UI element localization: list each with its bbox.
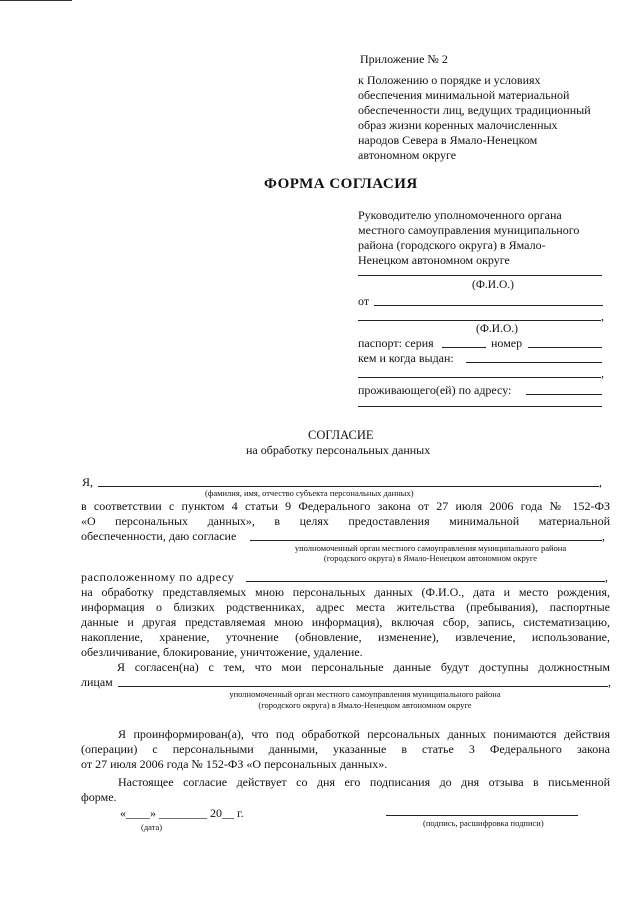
address-line-2 <box>358 406 602 407</box>
informed-line-3: от 27 июля 2006 года № 152-ФЗ «О персональных данных». <box>81 757 388 771</box>
consent-heading: СОГЛАСИЕ <box>308 428 374 442</box>
organ-caption-1: уполномоченный орган местного самоуправления муниципального района <box>294 543 567 553</box>
para-line-3: данные и другая представляемая мною информация), включая сбор, запись, систематизацию, <box>81 615 610 629</box>
addressee-line-1: Руководителю уполномоченного органа <box>358 208 562 222</box>
appendix-line-5: народов Севера в Ямало-Ненецком <box>358 133 538 147</box>
organ-caption-3: уполномоченный орган местного самоуправления муниципального района <box>229 689 501 699</box>
passport-series-line <box>442 347 486 348</box>
validity-last: форме. <box>81 790 117 804</box>
comma: , <box>602 529 605 543</box>
passport-number-line <box>528 347 602 348</box>
organ-line-2 <box>118 686 608 687</box>
appendix-line-6: автономном округе <box>358 148 457 162</box>
comma: , <box>605 570 608 584</box>
passport-series-label: паспорт: серия <box>358 336 434 350</box>
comma: , <box>608 675 611 689</box>
organ-line-1 <box>250 540 602 541</box>
law-line-1: в соответствии с пунктом 4 статьи 9 Федерального закона от 27 июля 2006 года № 152-ФЗ <box>81 499 610 513</box>
signature-line <box>386 815 578 816</box>
from-line <box>374 305 603 306</box>
informed-line-1: Я проинформирован(а), что под обработкой персональных данных понимаются действия <box>118 727 610 741</box>
date-field: «____» ________ 20__ г. <box>120 806 244 820</box>
issued-line-2 <box>358 377 601 378</box>
address-line <box>526 394 602 395</box>
from-line-2 <box>358 320 601 321</box>
addressee-line-2: местного самоуправления муниципального <box>358 223 580 237</box>
passport-number-label: номер <box>491 336 523 350</box>
scan-edge-line <box>0 0 72 1</box>
subject-name-line <box>98 486 599 487</box>
appendix-line-4: образ жизни коренных малочисленных <box>358 118 558 132</box>
i-label: Я, <box>82 475 94 489</box>
persons-label: лицам <box>81 675 113 689</box>
address-label: проживающего(ей) по адресу: <box>358 383 512 397</box>
para-line-5: обезличивание, блокирование, уничтожение, удаление. <box>81 645 363 659</box>
consent-subheading: на обработку персональных данных <box>246 443 431 457</box>
organ-caption-2: (городского округа) в Ямало-Ненецком автономном округе <box>323 553 538 563</box>
comma: , <box>599 475 602 489</box>
from-label: от <box>358 294 370 308</box>
comma: , <box>601 309 604 323</box>
addressee-line-3: района (городского округа) в Ямало- <box>358 238 546 252</box>
validity-line: Настоящее согласие действует со дня его подписания до дня отзыва в письменной <box>118 775 610 789</box>
date-caption: (дата) <box>141 822 163 832</box>
informed-line-2: (операции) с персональными данными, указанные в статье 3 Федерального закона <box>81 742 610 756</box>
consent-given-label: обеспеченности, даю согласие <box>81 529 237 543</box>
addressee-line-4: Ненецком автономном округе <box>358 253 510 267</box>
appendix-line-2: обеспечения минимальной материальной <box>358 88 570 102</box>
appendix-number: Приложение № 2 <box>360 52 448 66</box>
organ-caption-4: (городского округа) в Ямало-Ненецком автономном округе <box>258 700 472 710</box>
signature-caption: (подпись, расшифровка подписи) <box>423 818 544 828</box>
appendix-line-1: к Положению о порядке и условиях <box>358 73 541 87</box>
form-title: ФОРМА СОГЛАСИЯ <box>264 176 418 192</box>
located-label: расположенному по адресу <box>81 570 235 584</box>
para-line-1: на обработку представляемых мною персональных данных (Ф.И.О., дата и место рождения, <box>81 585 610 599</box>
agree-line: Я согласен(на) с тем, что мои персональные данные будут доступны должностным <box>117 660 610 674</box>
issued-line <box>466 362 602 363</box>
applicant-fio-caption: (Ф.И.О.) <box>476 323 518 335</box>
para-line-4: накопление, хранение, уточнение (обновление, изменение), извлечение, использование, <box>81 630 610 644</box>
location-line <box>246 581 605 582</box>
law-line-2: «О персональных данных», в целях предоставления минимальной материальной <box>81 514 610 528</box>
comma: , <box>601 366 604 380</box>
appendix-line-3: обеспеченности лиц, ведущих традиционный <box>358 103 591 117</box>
addressee-fio-caption: (Ф.И.О.) <box>472 279 514 291</box>
subject-caption: (фамилия, имя, отчество субъекта персональных данных) <box>205 488 414 498</box>
para-line-2: информация о близких родственниках, адрес места жительства (пребывания), паспортные <box>81 600 610 614</box>
addressee-fio-line <box>358 275 602 276</box>
issued-label: кем и когда выдан: <box>358 351 454 365</box>
